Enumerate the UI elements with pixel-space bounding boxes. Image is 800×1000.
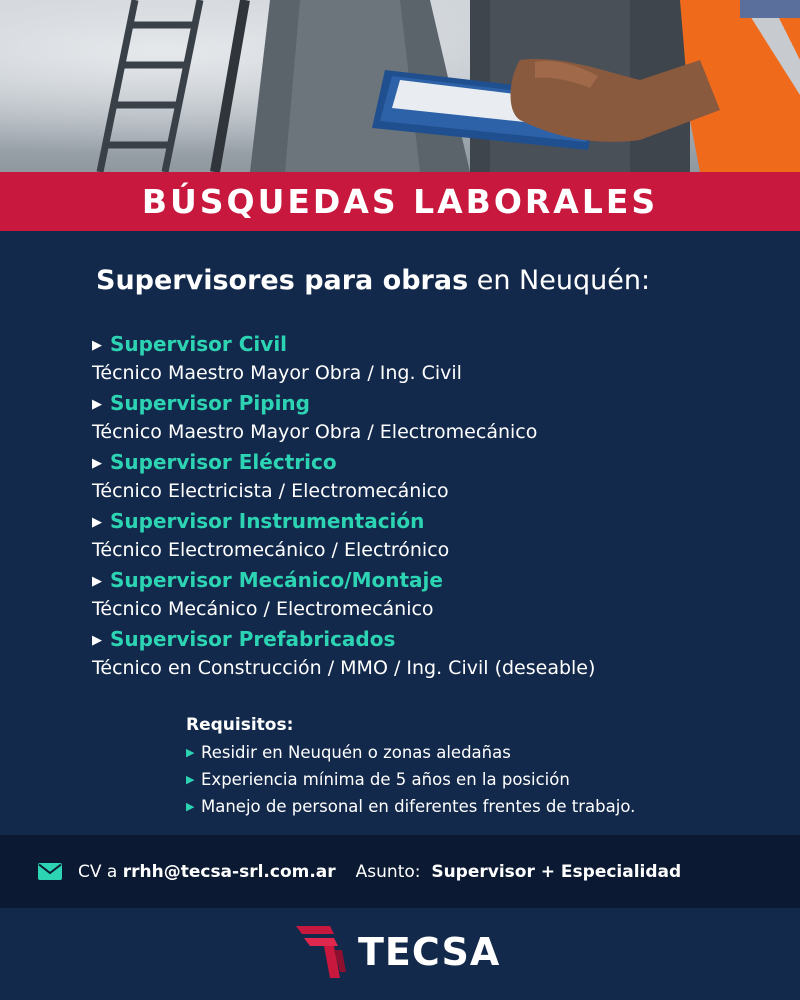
contact-email[interactable]: rrhh@tecsa-srl.com.ar bbox=[122, 861, 336, 882]
role-subtitle: Técnico Electricista / Electromecánico bbox=[92, 480, 449, 502]
role-title: Supervisor Mecánico/Montaje bbox=[110, 568, 443, 592]
job-listings bbox=[0, 231, 800, 835]
bullet-triangle-icon: ▶ bbox=[92, 397, 102, 412]
roles-list bbox=[92, 329, 732, 683]
requirement-item bbox=[186, 739, 746, 766]
bullet-triangle-icon: ▶ bbox=[186, 746, 195, 759]
contact-bar bbox=[0, 835, 800, 908]
requirement-text: Residir en Neuquén o zonas aledañas bbox=[201, 743, 511, 762]
bullet-triangle-icon: ▶ bbox=[186, 800, 195, 813]
role-title: Supervisor Instrumentación bbox=[110, 509, 425, 533]
header-photo bbox=[0, 0, 800, 172]
headline-bold: Supervisores para obras bbox=[96, 265, 469, 296]
requirement-item bbox=[186, 766, 746, 793]
role-item bbox=[92, 506, 732, 565]
brand-name: TECSA bbox=[358, 930, 501, 974]
requirement-item bbox=[186, 793, 746, 820]
role-title: Supervisor Prefabricados bbox=[110, 627, 396, 651]
headline bbox=[96, 265, 650, 296]
role-item bbox=[92, 624, 732, 683]
role-subtitle: Técnico Mecánico / Electromecánico bbox=[92, 598, 434, 620]
bullet-triangle-icon: ▶ bbox=[92, 338, 102, 353]
role-title: Supervisor Eléctrico bbox=[110, 450, 337, 474]
bullet-triangle-icon: ▶ bbox=[186, 773, 195, 786]
role-item bbox=[92, 329, 732, 388]
tecsa-logo bbox=[290, 922, 520, 984]
requirement-text: Experiencia mínima de 5 años en la posición bbox=[201, 770, 570, 789]
role-title: Supervisor Civil bbox=[110, 332, 288, 356]
bullet-triangle-icon: ▶ bbox=[92, 515, 102, 530]
role-item bbox=[92, 565, 732, 624]
requirements-section bbox=[186, 711, 746, 820]
role-item bbox=[92, 447, 732, 506]
role-subtitle: Técnico Maestro Mayor Obra / Ing. Civil bbox=[92, 362, 462, 384]
worker-clipboard-illustration bbox=[0, 0, 800, 172]
contact-prefix: CV a bbox=[78, 861, 118, 882]
role-subtitle: Técnico en Construcción / MMO / Ing. Civil (deseable) bbox=[92, 657, 596, 679]
tecsa-logo-icon bbox=[290, 922, 350, 984]
footer bbox=[0, 908, 800, 1000]
role-subtitle: Técnico Electromecánico / Electrónico bbox=[92, 539, 450, 561]
banner-title: BÚSQUEDAS LABORALES bbox=[141, 182, 659, 221]
bullet-triangle-icon: ▶ bbox=[92, 633, 102, 648]
bullet-triangle-icon: ▶ bbox=[92, 456, 102, 471]
mail-icon bbox=[38, 863, 62, 880]
bullet-triangle-icon: ▶ bbox=[92, 574, 102, 589]
role-subtitle: Técnico Maestro Mayor Obra / Electromecánico bbox=[92, 421, 538, 443]
subject-value: Supervisor + Especialidad bbox=[431, 861, 682, 882]
subject-label: Asunto: bbox=[355, 861, 421, 882]
title-banner bbox=[0, 172, 800, 231]
role-title: Supervisor Piping bbox=[110, 391, 310, 415]
requirements-title: Requisitos: bbox=[186, 715, 294, 735]
headline-rest: en Neuquén: bbox=[468, 265, 651, 296]
role-item bbox=[92, 388, 732, 447]
requirement-text: Manejo de personal en diferentes frentes de trabajo. bbox=[201, 797, 636, 816]
